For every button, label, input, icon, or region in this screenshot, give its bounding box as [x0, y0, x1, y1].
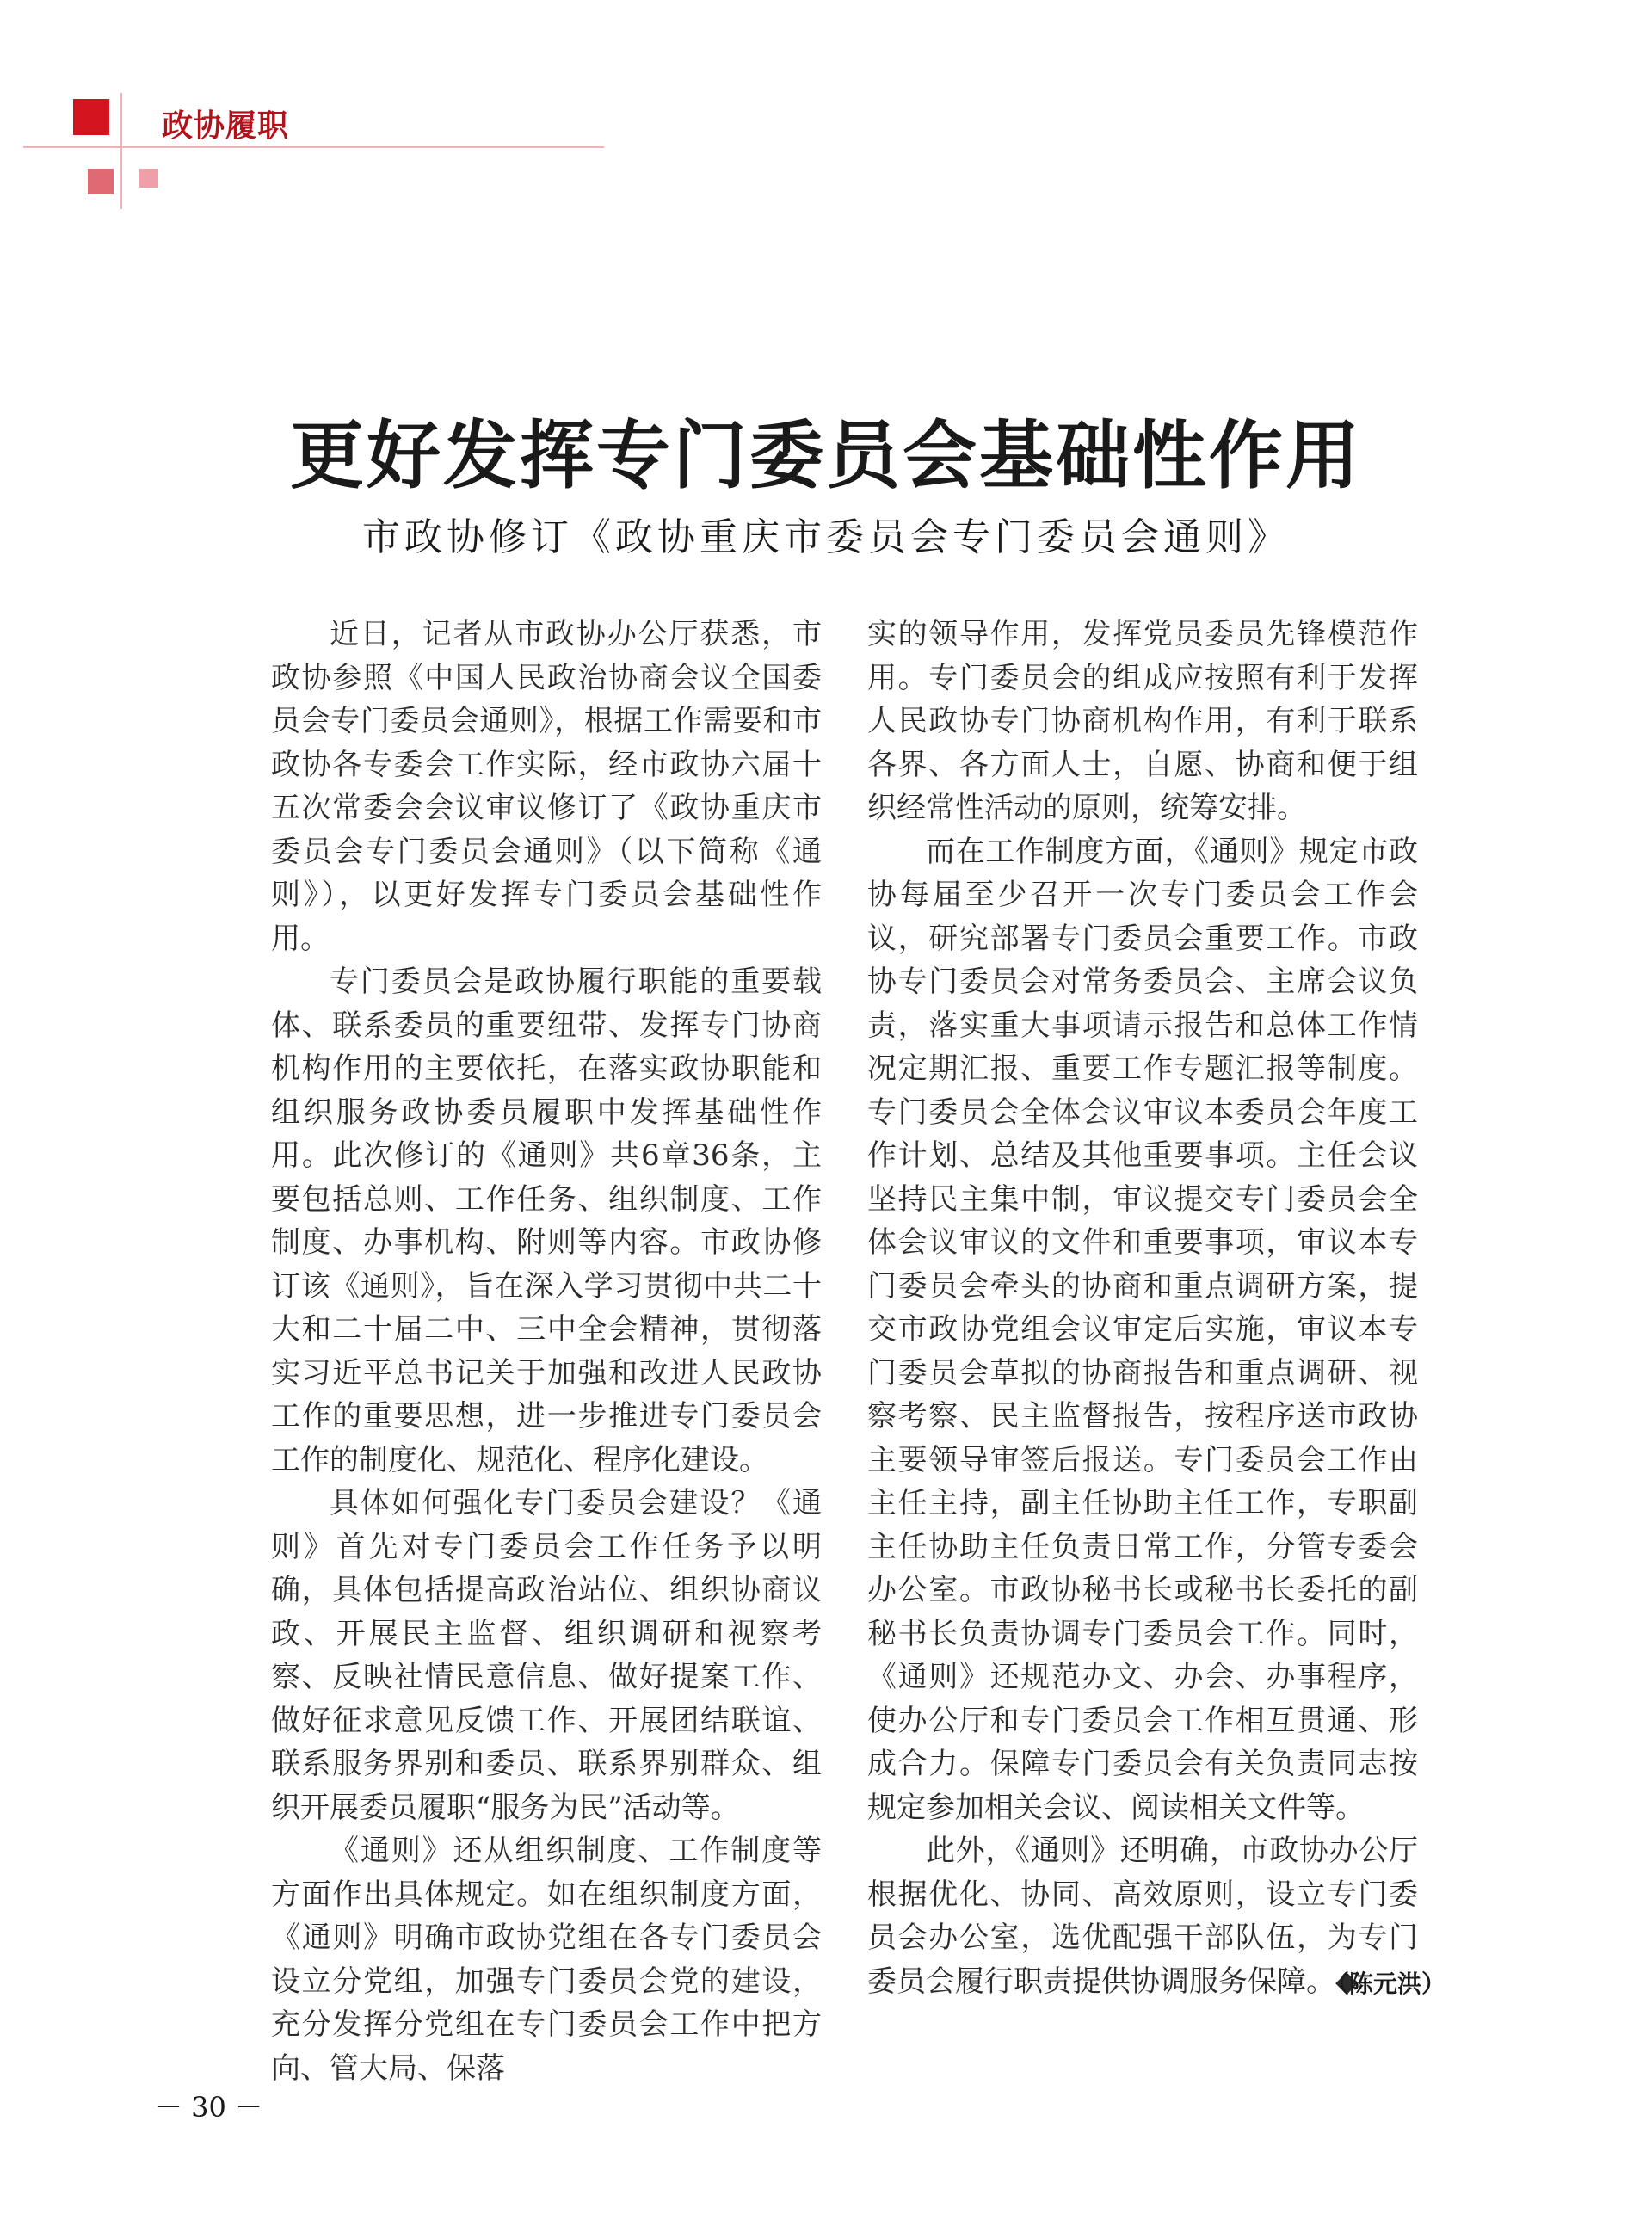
paragraph: 近日，记者从市政协办公厅获悉，市政协参照《中国人民政治协商会议全国委员会专门委员会通则》，根据工作需要和市政协各专委会工作实际，经市政协六届十五次常委会会议审议修订了《政协重庆市委员会专门委员会通则》（以下简称《通则》），以更好发挥专门委员会基础性作用。 [271, 617, 822, 956]
header-square-medium [88, 169, 114, 194]
article-column-right [867, 613, 1418, 2003]
section-label: 政协履职 [162, 108, 290, 144]
paragraph: 而在工作制度方面，《通则》规定市政协每届至少召开一次专门委员会工作会议，研究部署专门委员会重要工作。市政协专门委员会对常务委员会、主席会议负责，落实重大事项请示报告和总体工作情况定期汇报、重要工作专题汇报等制度。专门委员会全体会议审议本委员会年度工作计划、总结及其他重要事项。主任会议坚持民主集中制，审议提交专门委员会全体会议审议的文件和重要事项，审议本专门委员会牵头的协商和重点调研方案，提交市政协党组会议审定后实施，审议本专门委员会草拟的协商报告和重点调研、视察考察、民主监督报告，按程序送市政协主要领导审签后报送。专门委员会工作由主任主持，副主任协助主任工作，专职副主任协助主任负责日常工作，分管专委会办公室。市政协秘书长或秘书长委托的副秘书长负责协调专门委员会工作。同时，《通则》还规范办文、办会、办事程序，使办公厅和专门委员会工作相互贯通、形成合力。保障专门委员会有关负责同志按规定参加相关会议、阅读相关文件等。 [867, 834, 1418, 1825]
header-square-large [73, 99, 109, 135]
paragraph: 专门委员会是政协履行职能的重要载体、联系委员的重要纽带、发挥专门协商机构作用的主要依托，在落实政协职能和组织服务政协委员履职中发挥基础性作用。此次修订的《通则》共6章36条，主要包括总则、工作任务、组织制度、工作制度、办事机构、附则等内容。市政协修订该《通则》，旨在深入学习贯彻中共二十大和二十届二中、三中全会精神，贯彻落实习近平总书记关于加强和改进人民政协工作的重要思想，进一步推进专门委员会工作的制度化、规范化、程序化建设。 [271, 965, 822, 1477]
author-byline: （陈元洪） [1325, 1970, 1446, 1998]
paragraph-continued: 实的领导作用，发挥党员委员先锋模范作用。专门委员会的组成应按照有利于发挥人民政协专门协商机构作用，有利于联系各界、各方面人士，自愿、协商和便于组织经常性活动的原则，统筹安排。 [867, 617, 1418, 825]
paragraph: 此外，《通则》还明确，市政协办公厅根据优化、协同、高效原则，设立专门委员会办公室，选优配强干部队伍，为专门委员会履行职责提供协调服务保障。◆ [867, 1834, 1418, 1999]
article-subtitle: 市政协修订《政协重庆市委员会专门委员会通则》 [362, 515, 1290, 559]
header-rule-horizontal [23, 146, 604, 148]
paragraph: 具体如何强化专门委员会建设？《通则》首先对专门委员会工作任务予以明确，具体包括提高政治站位、组织协商议政、开展民主监督、组织调研和视察考察、反映社情民意信息、做好提案工作、做好征求意见反馈工作、开展团结联谊、联系服务界别和委员、联系界别群众、组织开展委员履职“服务为民”活动等。 [271, 1486, 822, 1825]
article-title: 更好发挥专门委员会基础性作用 [290, 413, 1362, 499]
paragraph: 《通则》还从组织制度、工作制度等方面作出具体规定。如在组织制度方面，《通则》明确市政协党组在各专门委员会设立分党组，加强专门委员会党的建设，充分发挥分党组在专门委员会工作中把方向、管大局、保落 [271, 1834, 822, 2086]
article-column-left [271, 613, 822, 2090]
header-rule-vertical [120, 93, 122, 209]
page-number: － 30 － [155, 2091, 263, 2124]
header-square-small [139, 169, 158, 188]
